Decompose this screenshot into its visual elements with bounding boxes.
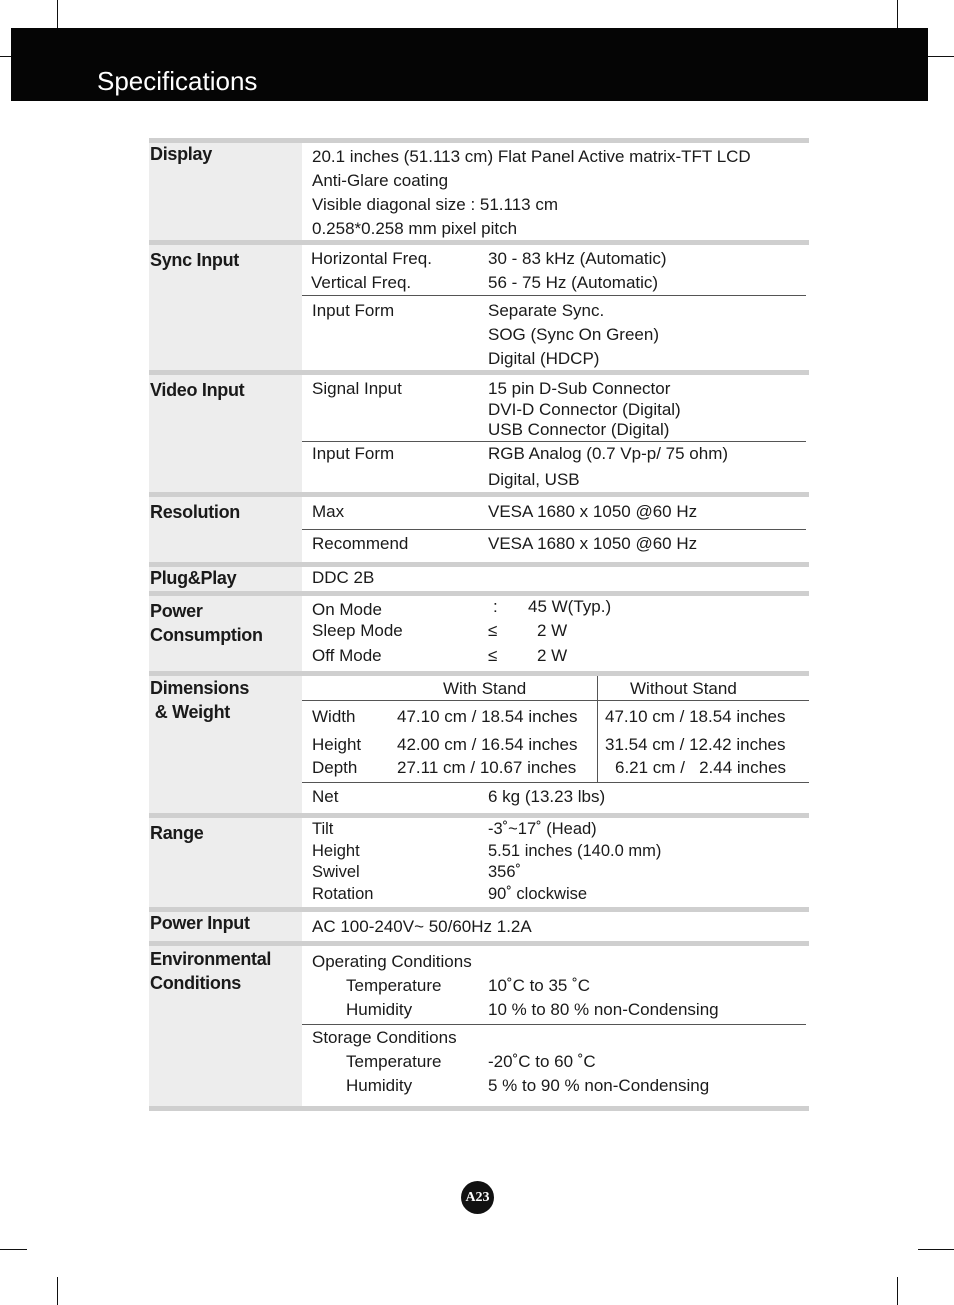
spec-value: SOG (Sync On Green) <box>488 325 659 344</box>
dim-with: 47.10 cm / 18.54 inches <box>397 707 578 726</box>
crop-mark <box>57 0 58 28</box>
crop-mark <box>897 0 898 28</box>
crop-mark <box>0 1249 27 1250</box>
spec-text: Visible diagonal size : 51.113 cm <box>312 195 559 214</box>
crop-mark <box>897 1277 898 1305</box>
spec-value: 6 kg (13.23 lbs) <box>488 787 606 806</box>
dim-name: Depth <box>312 758 358 777</box>
spec-text: Anti-Glare coating <box>312 171 449 190</box>
power-mode: Sleep Mode <box>312 621 403 640</box>
crop-mark <box>918 1249 954 1250</box>
env-label: Humidity <box>346 1076 413 1095</box>
section-label: Environmental Conditions <box>150 949 272 993</box>
spec-label: Signal Input <box>312 379 402 398</box>
spec-label: Max <box>312 502 345 521</box>
page-number-badge: A23 <box>461 1181 494 1214</box>
section-dimensions <box>149 671 809 818</box>
range-name: Swivel <box>312 863 360 881</box>
env-value: 5 % to 90 % non-Condensing <box>488 1076 710 1095</box>
spec-text: 20.1 inches (51.113 cm) Flat Panel Active matrix-TFT LCD <box>312 147 751 166</box>
range-value: -3˚~17˚ (Head) <box>488 820 597 838</box>
section-resolution <box>149 492 809 563</box>
dim-without: 6.21 cm / 2.44 inches <box>615 758 787 777</box>
spec-value: Digital (HDCP) <box>488 349 600 368</box>
power-symbol: : <box>493 597 498 616</box>
section-environmental <box>149 941 809 1111</box>
column-divider <box>597 676 598 782</box>
spec-value: VESA 1680 x 1050 @60 Hz <box>488 502 698 521</box>
range-value: 5.51 inches (140.0 mm) <box>488 842 662 860</box>
env-label: Humidity <box>346 1000 413 1019</box>
section-video-input <box>149 370 809 497</box>
spec-value: 30 - 83 kHz (Automatic) <box>488 249 667 268</box>
section-label: Plug&Play <box>150 568 237 588</box>
power-value: 45 W(Typ.) <box>528 597 612 616</box>
divider <box>302 295 806 296</box>
section-label: Range <box>150 823 204 843</box>
section-label: Resolution <box>150 502 240 522</box>
spec-value: RGB Analog (0.7 Vp-p/ 75 ohm) <box>488 444 729 463</box>
spec-label: Vertical Freq. <box>311 273 412 292</box>
spec-value: 15 pin D-Sub Connector <box>488 379 671 398</box>
divider <box>302 529 806 530</box>
spec-value: USB Connector (Digital) <box>488 420 670 439</box>
spec-label: Horizontal Freq. <box>311 249 432 268</box>
range-name: Tilt <box>312 820 334 838</box>
spec-text: 0.258*0.258 mm pixel pitch <box>312 219 518 238</box>
spec-value: VESA 1680 x 1050 @60 Hz <box>488 534 698 553</box>
crop-mark <box>928 56 954 57</box>
page-title: Specifications <box>97 66 258 96</box>
section-sync-input <box>149 240 809 370</box>
range-name: Height <box>312 842 360 860</box>
env-label: Temperature <box>346 976 442 995</box>
dim-name: Width <box>312 707 356 726</box>
power-mode: On Mode <box>312 600 382 619</box>
spec-value: Separate Sync. <box>488 301 605 320</box>
divider <box>302 700 809 701</box>
section-display <box>149 138 809 244</box>
spec-label: Input Form <box>312 444 395 463</box>
spec-label: Input Form <box>312 301 395 320</box>
range-value: 90˚ clockwise <box>488 885 588 903</box>
dim-name: Height <box>312 735 362 754</box>
power-symbol: ≤ <box>488 646 498 665</box>
section-label: Dimensions & Weight <box>150 678 250 722</box>
section-label: Power Input <box>150 913 250 933</box>
spec-value: 56 - 75 Hz (Automatic) <box>488 273 659 292</box>
crop-mark <box>57 1277 58 1305</box>
spec-value: DDC 2B <box>312 568 375 587</box>
header-bar <box>11 28 928 101</box>
range-value: 356˚ <box>488 863 522 881</box>
spec-value: DVI-D Connector (Digital) <box>488 400 681 419</box>
dim-without: 47.10 cm / 18.54 inches <box>605 707 786 726</box>
power-value: 2 W <box>537 621 568 640</box>
env-label: Temperature <box>346 1052 442 1071</box>
env-value: 10 % to 80 % non-Condensing <box>488 1000 719 1019</box>
divider <box>302 1024 806 1025</box>
section-power-consumption <box>149 591 809 675</box>
section-range <box>149 813 809 912</box>
env-value: 10˚C to 35 ˚C <box>488 976 591 995</box>
power-value: 2 W <box>537 646 568 665</box>
section-label: Display <box>150 144 212 164</box>
section-label: Video Input <box>150 380 245 400</box>
dim-with: 27.11 cm / 10.67 inches <box>397 758 577 777</box>
env-group-title: Storage Conditions <box>312 1028 457 1047</box>
column-header: Without Stand <box>630 679 737 698</box>
dim-without: 31.54 cm / 12.42 inches <box>605 735 786 754</box>
section-label: Power Consumption <box>150 601 263 645</box>
spec-value: Digital, USB <box>488 470 580 489</box>
power-symbol: ≤ <box>488 621 498 640</box>
divider <box>302 782 809 783</box>
power-mode: Off Mode <box>312 646 382 665</box>
env-value: -20˚C to 60 ˚C <box>488 1052 596 1071</box>
spec-value: AC 100-240V~ 50/60Hz 1.2A <box>312 917 532 936</box>
column-header: With Stand <box>443 679 527 698</box>
spec-label: Recommend <box>312 534 409 553</box>
dim-with: 42.00 cm / 16.54 inches <box>397 735 578 754</box>
crop-mark <box>0 56 11 57</box>
section-label: Sync Input <box>150 250 240 270</box>
env-group-title: Operating Conditions <box>312 952 472 971</box>
range-name: Rotation <box>312 885 374 903</box>
spec-label: Net <box>312 787 339 806</box>
